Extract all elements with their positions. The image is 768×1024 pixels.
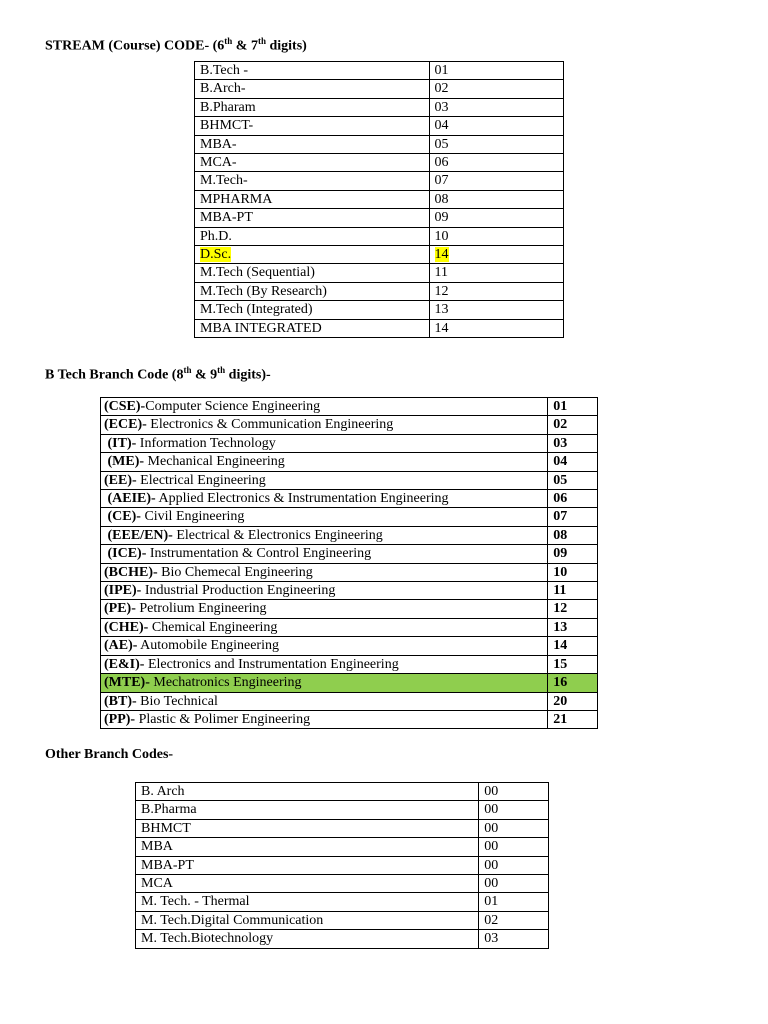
branch-code-cell-text: 21 (553, 711, 568, 727)
branch-abbr: (CHE)- (104, 619, 149, 635)
branch-code-cell (548, 710, 598, 728)
branch-code-cell-text: 11 (553, 583, 567, 599)
table-row (136, 930, 549, 948)
table-row (101, 618, 598, 636)
branch-code-cell (548, 526, 598, 544)
other-branch-name-cell (136, 911, 479, 929)
course-code-cell (429, 227, 563, 245)
table-row (136, 783, 549, 801)
other-branch-code-cell (479, 911, 549, 929)
course-code-cell-text: 13 (434, 302, 449, 318)
branch-name: Civil Engineering (140, 509, 245, 525)
other-branch-code-cell (479, 838, 549, 856)
table-row (101, 545, 598, 563)
branch-abbr: (BT)- (104, 693, 137, 709)
course-name-cell (195, 282, 430, 300)
course-name-cell-text: B.Pharam (200, 99, 256, 115)
branch-abbr: (PE)- (104, 601, 136, 617)
other-branch-name-cell (136, 930, 479, 948)
table-row (195, 227, 564, 245)
branch-name-cell (101, 637, 548, 655)
other-branch-name-cell-text: M. Tech. - Thermal (141, 894, 250, 910)
table-row (195, 246, 564, 264)
branch-abbr: (ICE)- (104, 546, 147, 562)
course-name-cell-text: B.Tech - (200, 63, 249, 78)
other-branch-table (135, 782, 549, 949)
branch-code-cell-text: 07 (553, 509, 568, 525)
branch-name: Electrical Engineering (136, 472, 266, 488)
other-branch-name-cell (136, 875, 479, 893)
course-code-cell-text: 11 (434, 265, 448, 281)
table-row (136, 856, 549, 874)
course-name-cell-text: MBA INTEGRATED (200, 320, 322, 336)
branch-code-cell-text: 12 (553, 601, 568, 617)
branch-name: Mechanical Engineering (144, 454, 285, 470)
course-name-cell (195, 264, 430, 282)
branch-name-cell (101, 563, 548, 581)
branch-code-cell-text: 14 (553, 638, 568, 654)
branch-code-cell-text: 16 (553, 675, 568, 691)
table-row (101, 508, 598, 526)
table-row (101, 416, 598, 434)
branch-name-cell (101, 398, 548, 416)
other-branch-name-cell-text: B.Pharma (141, 802, 197, 818)
course-code-cell-text: 10 (434, 228, 449, 244)
table-row (195, 117, 564, 135)
table-row (195, 301, 564, 319)
course-name-cell-text: D.Sc. (200, 247, 232, 263)
branch-name: Bio Chemecal Engineering (157, 564, 313, 580)
branch-code-cell-text: 04 (553, 454, 568, 470)
branch-code-cell (548, 600, 598, 618)
heading-text: digits) (265, 38, 307, 54)
btech-branch-table (100, 397, 598, 729)
table-row (101, 453, 598, 471)
table-row (195, 172, 564, 190)
course-name-cell-text: M.Tech- (200, 173, 248, 189)
heading-text: & 7 (232, 38, 258, 54)
table-row (101, 637, 598, 655)
table-row (136, 801, 549, 819)
course-code-cell (429, 246, 563, 264)
other-branch-heading: Other Branch Codes- (45, 747, 174, 762)
course-code-cell-text: 06 (434, 155, 449, 171)
branch-abbr: (ME)- (104, 454, 145, 470)
course-code-cell-text: 03 (434, 99, 449, 115)
branch-abbr: (ECE)- (104, 417, 147, 433)
branch-abbr: (AEIE)- (104, 491, 156, 507)
branch-name-cell (101, 655, 548, 673)
other-branch-code-cell-text: 00 (484, 820, 499, 836)
table-row (101, 434, 598, 452)
stream-code-table (194, 61, 564, 338)
table-row (101, 398, 598, 416)
course-name-cell (195, 117, 430, 135)
course-name-cell (195, 246, 430, 264)
branch-code-cell-text: 06 (553, 491, 568, 507)
other-branch-name-cell (136, 838, 479, 856)
other-branch-code-cell (479, 856, 549, 874)
other-branch-code-cell (479, 819, 549, 837)
branch-name: Electronics and Instrumentation Engineering (144, 656, 399, 672)
course-name-cell (195, 135, 430, 153)
course-name-cell-text: M.Tech (Integrated) (200, 302, 313, 318)
course-name-cell (195, 172, 430, 190)
branch-code-cell (548, 453, 598, 471)
branch-code-cell (548, 490, 598, 508)
branch-code-cell-text: 15 (553, 656, 568, 672)
table-row (195, 135, 564, 153)
course-name-cell (195, 154, 430, 172)
other-branch-name-cell-text: MCA (141, 876, 173, 892)
table-row (101, 655, 598, 673)
branch-name-cell (101, 710, 548, 728)
branch-name: Information Technology (136, 435, 276, 451)
branch-code-cell (548, 692, 598, 710)
branch-abbr: (CSE)- (104, 399, 146, 414)
other-branch-code-cell (479, 783, 549, 801)
other-branch-code-cell (479, 930, 549, 948)
table-row (195, 209, 564, 227)
other-branch-name-cell-text: M. Tech.Digital Communication (141, 912, 324, 928)
branch-name-cell (101, 600, 548, 618)
other-branch-code-cell (479, 893, 549, 911)
course-code-cell (429, 154, 563, 172)
branch-code-cell (548, 637, 598, 655)
branch-abbr: (PP)- (104, 711, 136, 727)
other-branch-code-cell-text: 00 (484, 802, 499, 818)
table-row (195, 264, 564, 282)
other-branch-name-cell-text: B. Arch (141, 784, 185, 799)
other-branch-code-cell-text: 00 (484, 839, 499, 855)
branch-code-cell (548, 618, 598, 636)
heading-sup: th (224, 36, 233, 46)
branch-name: Electrical & Electronics Engineering (172, 527, 383, 543)
other-branch-code-cell-text: 02 (484, 912, 499, 928)
other-branch-name-cell-text: BHMCT (141, 820, 191, 836)
course-code-cell (429, 117, 563, 135)
branch-code-cell (548, 398, 598, 416)
course-name-cell-text: B.Arch- (200, 81, 246, 97)
course-code-cell (429, 80, 563, 98)
branch-code-cell-text: 08 (553, 527, 568, 543)
course-name-cell (195, 227, 430, 245)
branch-code-cell (548, 471, 598, 489)
table-row (101, 692, 598, 710)
course-name-cell-text: MPHARMA (200, 191, 273, 207)
table-row (101, 710, 598, 728)
branch-abbr: (BCHE)- (104, 564, 158, 580)
other-branch-name-cell-text: M. Tech.Biotechnology (141, 931, 274, 947)
branch-name-cell (101, 471, 548, 489)
course-code-cell (429, 301, 563, 319)
course-code-cell (429, 135, 563, 153)
course-name-cell-text: Ph.D. (200, 228, 232, 244)
branch-name: Plastic & Polimer Engineering (135, 711, 311, 727)
course-code-cell-text: 12 (434, 283, 449, 299)
branch-name-cell (101, 692, 548, 710)
course-code-cell (429, 98, 563, 116)
other-branch-code-cell (479, 875, 549, 893)
other-branch-name-cell (136, 856, 479, 874)
course-code-cell (429, 319, 563, 337)
branch-code-cell (548, 582, 598, 600)
course-code-cell (429, 62, 563, 80)
table-row (195, 154, 564, 172)
course-name-cell (195, 62, 430, 80)
branch-code-cell (548, 563, 598, 581)
heading-text: digits)- (225, 367, 271, 383)
branch-abbr: (AE)- (104, 638, 138, 654)
branch-abbr: (CE)- (104, 509, 141, 525)
branch-code-cell-text: 05 (553, 472, 568, 488)
table-row (136, 911, 549, 929)
other-branch-name-cell (136, 801, 479, 819)
heading-text: STREAM (Course) CODE- (6 (45, 38, 225, 54)
heading-text: B Tech Branch Code (8 (45, 367, 184, 383)
branch-code-cell-text: 03 (553, 435, 568, 451)
heading-text: & 9 (191, 367, 218, 383)
branch-name-cell (101, 508, 548, 526)
table-row (101, 600, 598, 618)
table-row (101, 526, 598, 544)
table-row (195, 319, 564, 337)
branch-code-cell-text: 20 (553, 693, 568, 709)
table-row (136, 875, 549, 893)
table-row (136, 819, 549, 837)
branch-name-cell (101, 674, 548, 692)
other-branch-name-cell-text: MBA (141, 839, 173, 855)
branch-name-cell (101, 526, 548, 544)
branch-name: Bio Technical (136, 693, 218, 709)
table-row (195, 62, 564, 80)
branch-code-cell (548, 416, 598, 434)
course-code-cell-text: 01 (434, 63, 449, 78)
table-row (195, 98, 564, 116)
table-row (101, 490, 598, 508)
branch-code-cell (548, 655, 598, 673)
course-code-cell-text: 02 (434, 81, 449, 97)
branch-name: Industrial Production Engineering (141, 583, 336, 599)
course-code-cell-text: 14 (434, 320, 449, 336)
branch-abbr: (MTE)- (104, 675, 150, 691)
table-row (101, 471, 598, 489)
branch-name-cell (101, 582, 548, 600)
table-row (195, 282, 564, 300)
course-name-cell-text: BHMCT- (200, 118, 254, 134)
other-branch-code-cell-text: 00 (484, 857, 499, 873)
branch-code-cell-text: 01 (553, 399, 568, 414)
course-name-cell-text: MBA-PT (200, 210, 253, 226)
btech-branch-heading (45, 365, 271, 384)
table-row (136, 893, 549, 911)
table-row (101, 582, 598, 600)
branch-abbr: (IT)- (104, 435, 137, 451)
branch-name: Applied Electronics & Instrumentation Engineering (155, 491, 449, 507)
table-row (101, 563, 598, 581)
branch-abbr: (IPE)- (104, 583, 142, 599)
other-branch-code-cell-text: 00 (484, 876, 499, 892)
table-row (195, 80, 564, 98)
heading-sup: th (257, 36, 266, 46)
heading-sup: th (217, 365, 226, 375)
branch-name-cell (101, 453, 548, 471)
branch-abbr: (EEE/EN)- (104, 527, 173, 543)
heading-sup: th (183, 365, 192, 375)
course-name-cell (195, 301, 430, 319)
branch-code-cell (548, 674, 598, 692)
branch-code-cell-text: 10 (553, 564, 568, 580)
course-code-cell (429, 264, 563, 282)
course-code-cell (429, 282, 563, 300)
course-code-cell-text: 07 (434, 173, 449, 189)
course-name-cell-text: MBA- (200, 136, 237, 152)
branch-name-cell (101, 490, 548, 508)
other-branch-code-cell-text: 00 (484, 784, 499, 799)
course-name-cell (195, 190, 430, 208)
course-name-cell-text: M.Tech (By Research) (200, 283, 327, 299)
branch-name: Computer Science Engineering (145, 399, 321, 414)
other-branch-name-cell (136, 783, 479, 801)
course-code-cell (429, 209, 563, 227)
branch-code-cell-text: 13 (553, 619, 568, 635)
branch-abbr: (EE)- (104, 472, 137, 488)
other-branch-name-cell (136, 893, 479, 911)
other-branch-code-cell-text: 03 (484, 931, 499, 947)
course-name-cell (195, 319, 430, 337)
course-name-cell (195, 80, 430, 98)
other-branch-name-cell-text: MBA-PT (141, 857, 194, 873)
course-name-cell (195, 98, 430, 116)
branch-name-cell (101, 545, 548, 563)
course-code-cell (429, 172, 563, 190)
stream-code-heading (45, 36, 307, 55)
branch-code-cell (548, 508, 598, 526)
branch-name: Petrolium Engineering (135, 601, 267, 617)
branch-code-cell (548, 434, 598, 452)
table-row (101, 674, 598, 692)
branch-name-cell (101, 416, 548, 434)
branch-code-cell-text: 02 (553, 417, 568, 433)
course-code-cell-text: 05 (434, 136, 449, 152)
course-code-cell-text: 08 (434, 191, 449, 207)
branch-name-cell (101, 434, 548, 452)
branch-name-cell (101, 618, 548, 636)
course-code-cell-text: 14 (434, 247, 449, 263)
branch-name: Instrumentation & Control Engineering (146, 546, 372, 562)
table-row (195, 190, 564, 208)
course-name-cell-text: M.Tech (Sequential) (200, 265, 315, 281)
course-name-cell (195, 209, 430, 227)
other-branch-code-cell (479, 801, 549, 819)
branch-name: Chemical Engineering (148, 619, 278, 635)
course-code-cell-text: 04 (434, 118, 449, 134)
branch-abbr: (E&I)- (104, 656, 145, 672)
course-name-cell-text: MCA- (200, 155, 237, 171)
branch-code-cell-text: 09 (553, 546, 568, 562)
table-row (136, 838, 549, 856)
branch-name: Mechatronics Engineering (149, 675, 302, 691)
other-branch-name-cell (136, 819, 479, 837)
branch-name: Automobile Engineering (137, 638, 279, 654)
other-branch-code-cell-text: 01 (484, 894, 499, 910)
course-code-cell-text: 09 (434, 210, 449, 226)
branch-code-cell (548, 545, 598, 563)
course-code-cell (429, 190, 563, 208)
branch-name: Electronics & Communication Engineering (146, 417, 394, 433)
